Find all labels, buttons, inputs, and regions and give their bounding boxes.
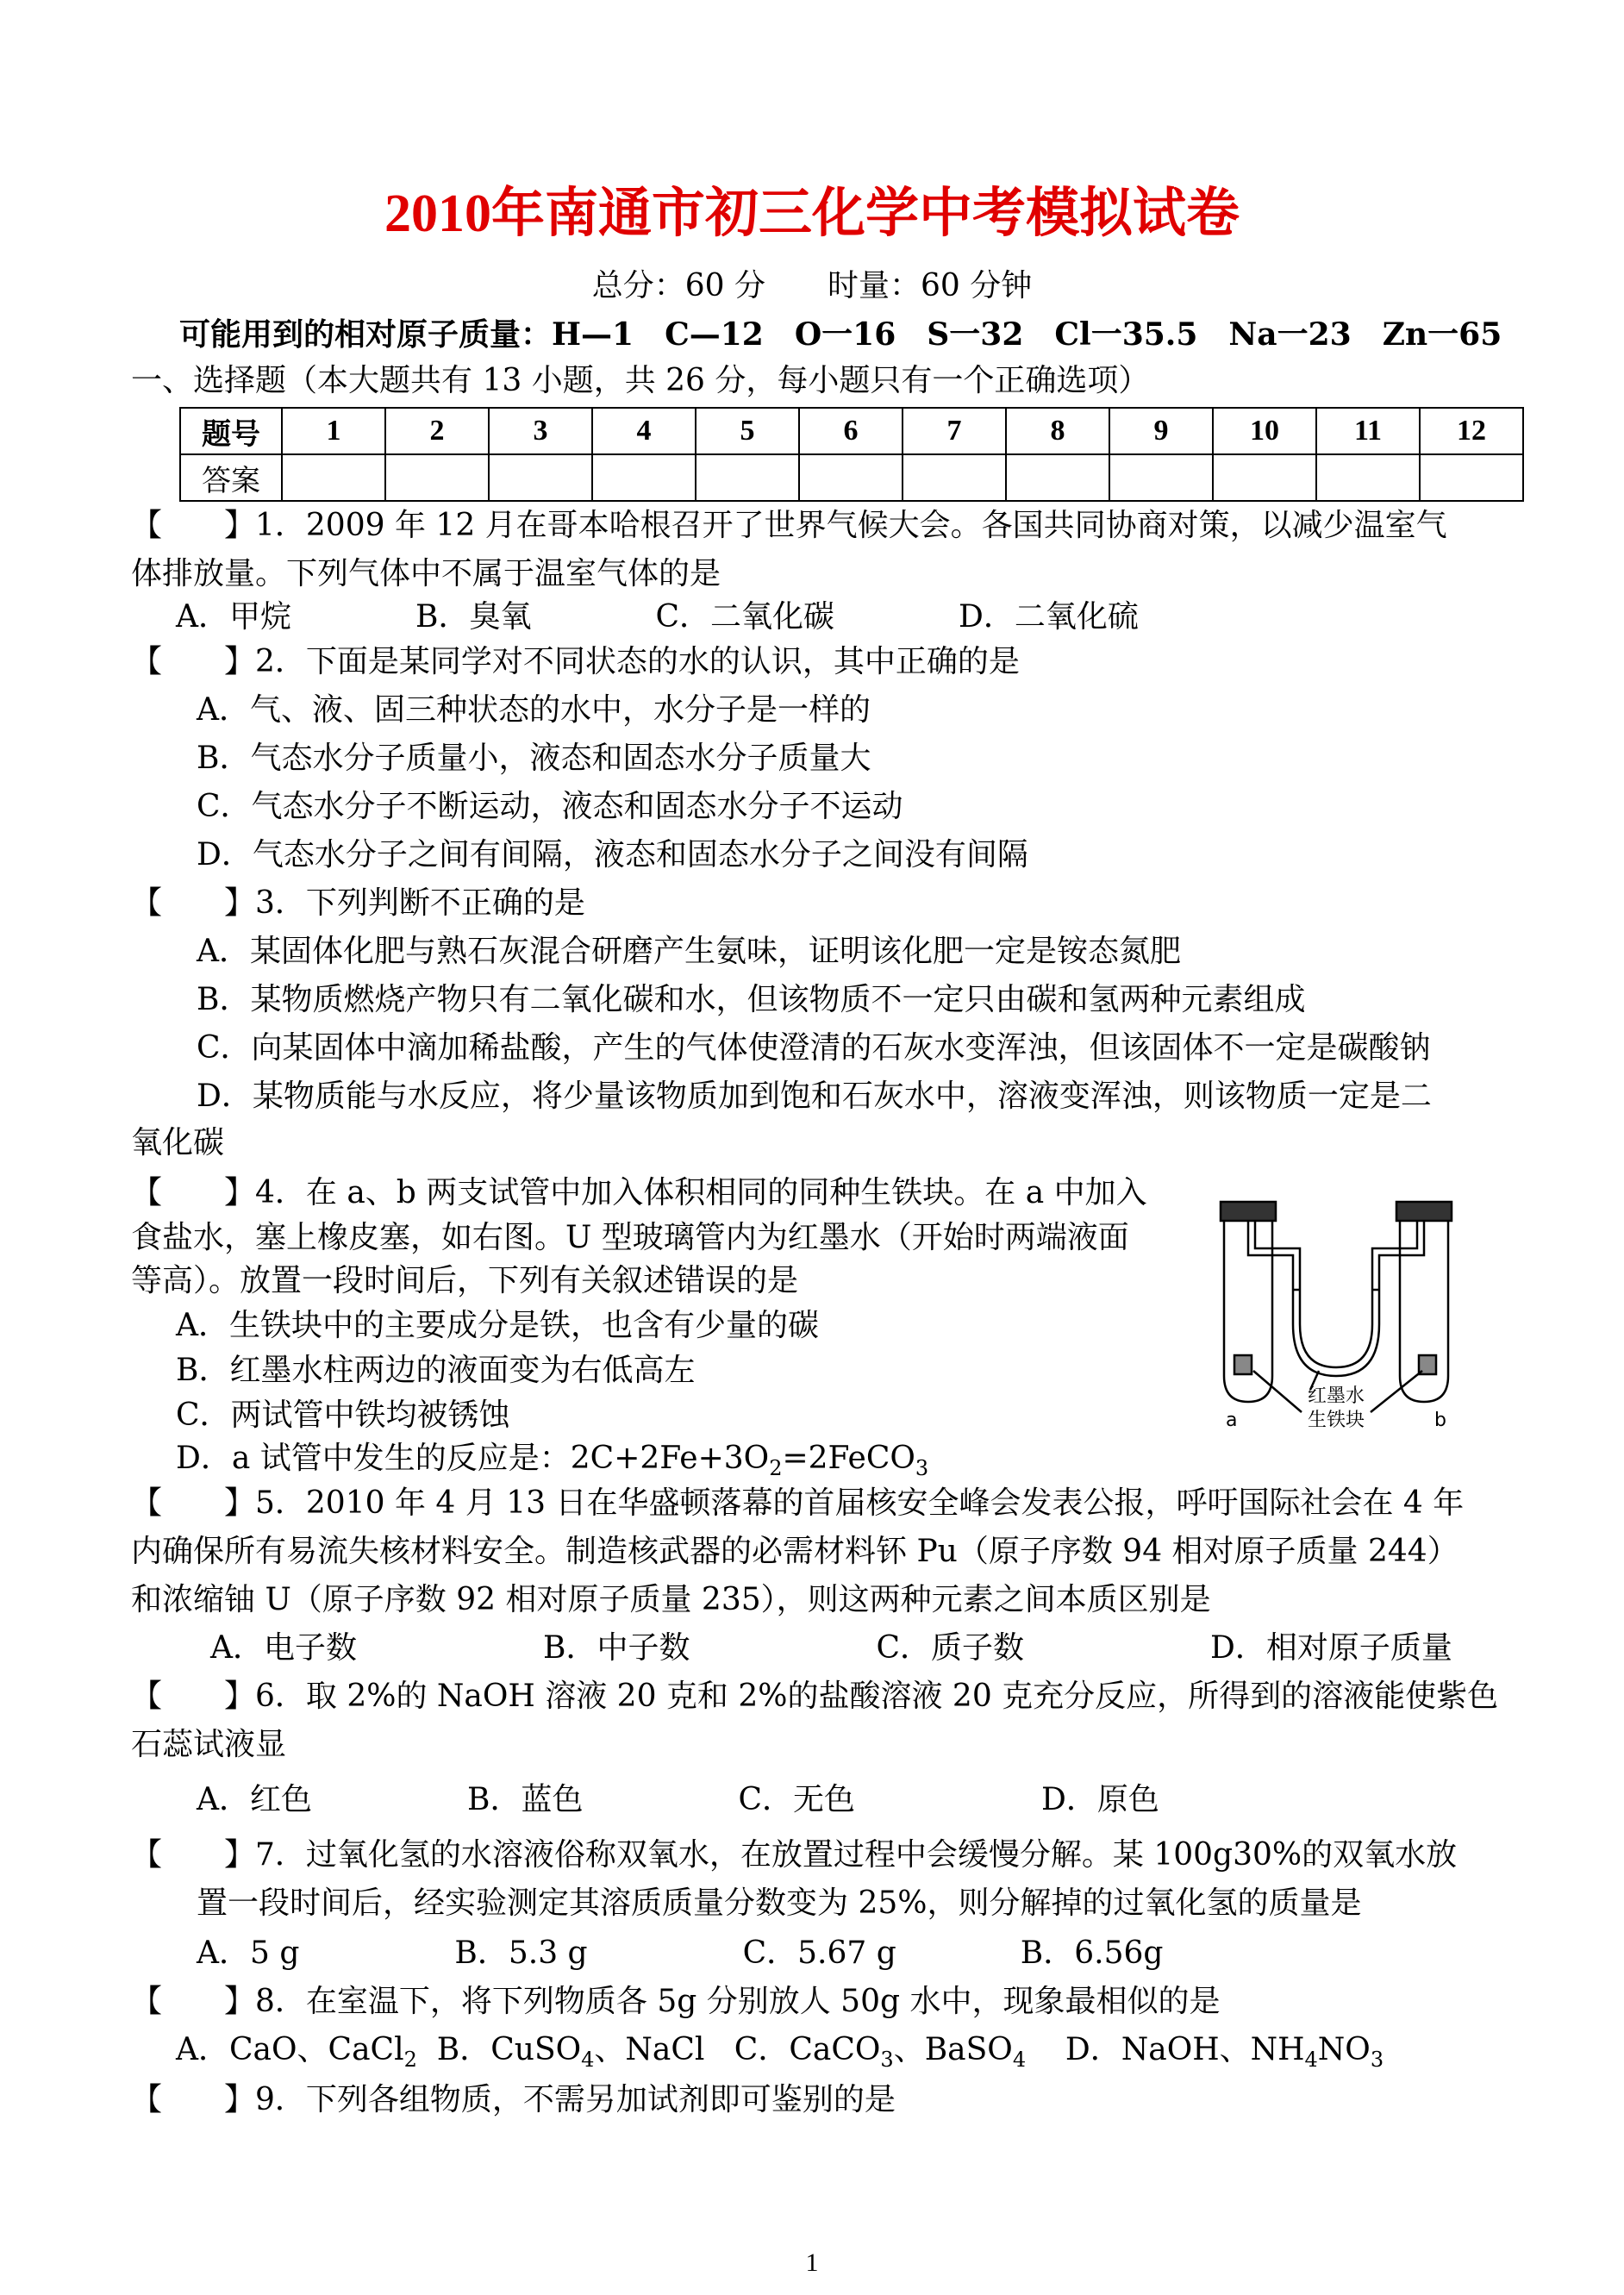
q8-options xyxy=(176,2029,1384,2080)
q5-stem-line1: 【 】5．2010 年 4 月 13 日在华盛顿落幕的首届核安全峰会发表公报，呼吁国际社会在 4 年 xyxy=(131,1485,1465,1521)
q8-option-a: A．CaO、CaCl xyxy=(176,2032,404,2067)
u-tube-inner xyxy=(1255,1221,1417,1367)
q3-option-b: B．某物质燃烧产物只有二氧化碳和水，但该物质不一定只由碳和氢两种元素组成 xyxy=(197,982,1306,1017)
q5-stem-line2: 内确保所有易流失核材料安全。制造核武器的必需材料钚 Pu（原子序数 94 相对原子质量 244） xyxy=(131,1534,1458,1569)
q4-option-a: A．生铁块中的主要成分是铁，也含有少量的碳 xyxy=(176,1308,819,1343)
table-label-number: 题号 xyxy=(180,408,282,454)
table-cell: 4 xyxy=(592,408,696,454)
table-cell: 7 xyxy=(903,408,1006,454)
q4-d-text: D．a 试管中发生的反应是：2C+2Fe+3O xyxy=(176,1441,770,1476)
q8-option-b: B．CuSO xyxy=(436,2032,582,2067)
q5-options: A．电子数 B．中子数 C．质子数 D．相对原子质量 xyxy=(210,1630,1452,1666)
q3-option-d-line2: 氧化碳 xyxy=(131,1125,225,1160)
label-tube-b: b xyxy=(1434,1410,1446,1431)
table-cell: 1 xyxy=(282,408,385,454)
q7-stem-line1: 【 】7．过氧化氢的水溶液俗称双氧水，在放置过程中会缓慢分解。某 100g30%的双氧水放 xyxy=(131,1837,1458,1873)
q2-option-c: C．气态水分子不断运动，液态和固态水分子不运动 xyxy=(197,789,903,824)
answer-cell[interactable] xyxy=(1420,454,1523,501)
q8-option-c: C．CaCO xyxy=(734,2032,881,2067)
stopper-b xyxy=(1396,1202,1452,1221)
answer-cell[interactable] xyxy=(696,454,799,501)
answer-cell[interactable] xyxy=(799,454,903,501)
table-label-answer: 答案 xyxy=(180,454,282,501)
pointer-iron-left xyxy=(1253,1371,1302,1412)
table-cell: 9 xyxy=(1109,408,1213,454)
answer-cell[interactable] xyxy=(489,454,592,501)
q4-stem-line1: 【 】4．在 a、b 两支试管中加入体积相同的同种生铁块。在 a 中加入 xyxy=(131,1175,1147,1210)
q1-options: A．甲烷 B．臭氧 C．二氧化碳 D．二氧化硫 xyxy=(176,599,1139,635)
answer-cell[interactable] xyxy=(1213,454,1316,501)
q4-d-text: =2FeCO xyxy=(782,1441,915,1476)
q4-d-subscript: 3 xyxy=(915,1456,929,1481)
table-cell: 10 xyxy=(1213,408,1316,454)
q7-stem-line2: 置一段时间后，经实验测定其溶质质量分数变为 25%，则分解掉的过氧化氢的质量是 xyxy=(197,1885,1362,1921)
q8-subscript: 4 xyxy=(1304,2048,1318,2073)
q8-option-b-rest: 、NaCl xyxy=(594,2032,705,2067)
q8-subscript: 4 xyxy=(581,2048,595,2073)
q4-option-d xyxy=(176,1438,928,1489)
answer-cell[interactable] xyxy=(1316,454,1420,501)
q3-option-a: A．某固体化肥与熟石灰混合研磨产生氨味，证明该化肥一定是铵态氮肥 xyxy=(197,934,1181,969)
iron-block-a xyxy=(1234,1355,1252,1374)
label-tube-a: a xyxy=(1226,1410,1238,1431)
q9-stem: 【 】9．下列各组物质，不需另加试剂即可鉴别的是 xyxy=(131,2082,896,2117)
section-heading: 一、选择题（本大题共有 13 小题，共 26 分，每小题只有一个正确选项） xyxy=(131,363,1150,398)
q5-stem-line3: 和浓缩铀 U（原子序数 92 相对原子质量 235），则这两种元素之间本质区别是 xyxy=(131,1582,1211,1617)
q3-stem: 【 】3．下列判断不正确的是 xyxy=(131,885,585,921)
u-tube-outer xyxy=(1248,1221,1424,1376)
q1-stem-line1: 【 】1．2009 年 12 月在哥本哈根召开了世界气候大会。各国共同协商对策，以减少温室气 xyxy=(131,508,1447,543)
answer-cell[interactable] xyxy=(385,454,489,501)
q8-option-d: D．NaOH、NH xyxy=(1065,2032,1305,2067)
table-cell: 8 xyxy=(1006,408,1109,454)
table-cell: 12 xyxy=(1420,408,1523,454)
answer-cell[interactable] xyxy=(903,454,1006,501)
exam-info: 总分：60 分 时量：60 分钟 xyxy=(591,268,1033,303)
q8-subscript: 2 xyxy=(403,2048,417,2073)
q4-d-subscript: 2 xyxy=(769,1456,783,1481)
atomic-mass-line: 可能用到的相对原子质量：H—1 C—12 O一16 S一32 Cl一35.5 Na一23 Zn一65 xyxy=(179,316,1502,353)
table-cell: 3 xyxy=(489,408,592,454)
q6-stem-line2: 石蕊试液显 xyxy=(131,1727,287,1762)
label-iron-block: 生铁块 xyxy=(1307,1410,1365,1431)
q8-option-d-mid: NO xyxy=(1317,2032,1371,2067)
answer-table xyxy=(179,407,1524,502)
q6-options: A．红色 B．蓝色 C．无色 D．原色 xyxy=(197,1782,1159,1817)
q1-stem-line2: 体排放量。下列气体中不属于温室气体的是 xyxy=(131,556,721,591)
q8-option-c-mid: 、BaSO xyxy=(893,2032,1013,2067)
table-cell: 2 xyxy=(385,408,489,454)
page-number: 1 xyxy=(805,2248,819,2277)
q8-subscript: 3 xyxy=(880,2048,894,2073)
q8-stem: 【 】8．在室温下，将下列物质各 5g 分别放人 50g 水中，现象最相似的是 xyxy=(131,1984,1221,2019)
table-cell: 5 xyxy=(696,408,799,454)
q8-subscript: 3 xyxy=(1370,2048,1384,2073)
answer-cell[interactable] xyxy=(592,454,696,501)
q3-option-c: C．向某固体中滴加稀盐酸，产生的气体使澄清的石灰水变浑浊，但该固体不一定是碳酸钠 xyxy=(197,1030,1431,1066)
answer-table-header-row xyxy=(180,408,1523,454)
q6-stem-line1: 【 】6．取 2%的 NaOH 溶液 20 克和 2%的盐酸溶液 20 克充分反应，所得到的溶液能使紫色 xyxy=(131,1679,1499,1714)
answer-table-answer-row xyxy=(180,454,1523,501)
label-red-ink: 红墨水 xyxy=(1307,1385,1365,1407)
q2-option-b: B．气态水分子质量小，液态和固态水分子质量大 xyxy=(197,741,871,776)
q8-subscript: 4 xyxy=(1012,2048,1027,2073)
q4-stem-line2: 食盐水，塞上橡皮塞，如右图。U 型玻璃管内为红墨水（开始时两端液面 xyxy=(131,1220,1129,1255)
q2-stem: 【 】2．下面是某同学对不同状态的水的认识，其中正确的是 xyxy=(131,644,1020,679)
answer-cell[interactable] xyxy=(282,454,385,501)
q4-stem-line3: 等高）。放置一段时间后，下列有关叙述错误的是 xyxy=(131,1263,799,1298)
q4-option-c: C．两试管中铁均被锈蚀 xyxy=(176,1398,510,1433)
q3-option-d-line1: D．某物质能与水反应，将少量该物质加到饱和石灰水中，溶液变浑浊，则该物质一定是二 xyxy=(197,1079,1432,1114)
table-cell: 6 xyxy=(799,408,903,454)
page-title: 2010年南通市初三化学中考模拟试卷 xyxy=(384,184,1240,243)
q2-option-d: D．气态水分子之间有间隔，液态和固态水分子之间没有间隔 xyxy=(197,837,1028,872)
u-tube-apparatus-figure xyxy=(1207,1186,1465,1436)
answer-cell[interactable] xyxy=(1109,454,1213,501)
q4-option-b: B．红墨水柱两边的液面变为右低高左 xyxy=(176,1353,696,1388)
pointer-iron-right xyxy=(1371,1371,1422,1412)
answer-cell[interactable] xyxy=(1006,454,1109,501)
q2-option-a: A．气、液、固三种状态的水中，水分子是一样的 xyxy=(197,692,871,728)
q7-options: A．5 g B．5.3 g C．5.67 g B．6.56g xyxy=(197,1935,1164,1971)
stopper-a xyxy=(1221,1202,1276,1221)
table-cell: 11 xyxy=(1316,408,1420,454)
